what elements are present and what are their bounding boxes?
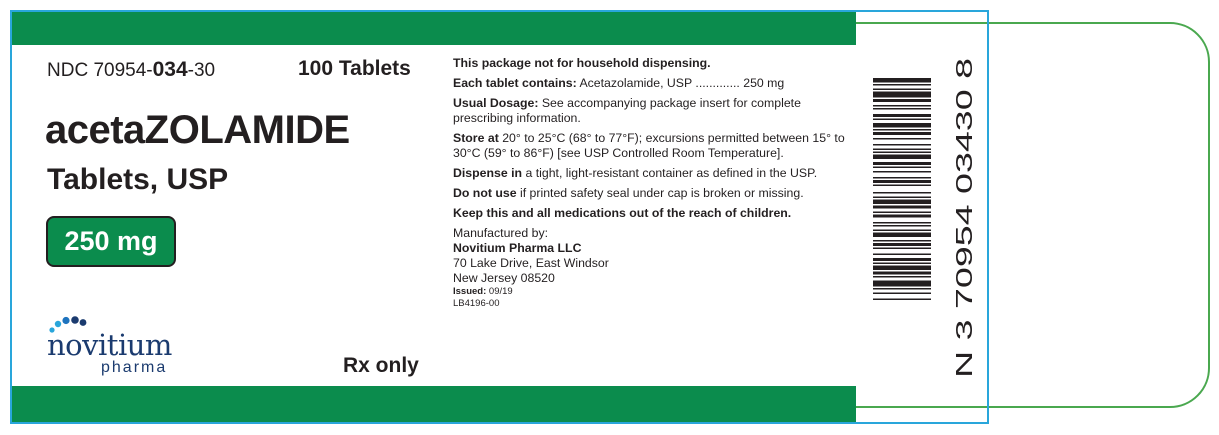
top-green-band [12, 12, 856, 45]
barcode-bar [873, 243, 931, 246]
barcode-bar [873, 177, 931, 179]
dispense-label: Dispense in [453, 166, 523, 180]
store-value: 20° to 25°C (68° to 77°F); excursions permitted between 15° to 30°C (59° to 86°F) [see USP Controlled Room Temperature]. [453, 131, 845, 160]
barcode-bar [873, 155, 931, 160]
rx-only: Rx only [343, 354, 419, 377]
barcode-bar [873, 254, 931, 256]
barcode-bar [873, 197, 931, 199]
barcode-bar [873, 185, 931, 187]
barcode-bar [873, 263, 931, 265]
barcode-bar [873, 180, 931, 183]
barcode-bar [873, 288, 931, 290]
barcode-bar [873, 108, 931, 110]
barcode-bar [873, 215, 931, 218]
donot-label: Do not use [453, 186, 517, 200]
barcode-bar [873, 92, 931, 98]
tablet-count: 100 Tablets [298, 57, 411, 80]
barcode-bar [873, 200, 931, 205]
barcode-bar [873, 233, 931, 238]
issued-label: Issued: [453, 286, 487, 297]
drug-name: acetaZOLAMIDE [45, 108, 350, 152]
barcode-bar [873, 281, 931, 287]
manufacturer-block [453, 226, 853, 310]
donot-value: if printed safety seal under cap is broken or missing. [519, 186, 804, 200]
barcode-bar [873, 84, 931, 86]
barcode-bar [873, 248, 931, 250]
bottom-green-band [12, 386, 856, 422]
manufactured-by: Manufactured by: [453, 226, 549, 240]
barcode-bar [873, 149, 931, 151]
barcode-bar [873, 230, 931, 232]
dosage-label: Usual Dosage: [453, 96, 539, 110]
barcode-bar [873, 78, 931, 83]
barcode-bar [873, 144, 931, 146]
logo-wordmark: novitium [47, 328, 172, 362]
barcode-bar [873, 276, 931, 278]
manufacturer-name: Novitium Pharma LLC [453, 241, 582, 255]
barcode-bar [873, 225, 931, 227]
barcode-bar [873, 266, 931, 271]
barcode-bar [873, 299, 931, 301]
barcode-bar [873, 272, 931, 275]
upc-digits [950, 40, 980, 385]
dosage-form: Tablets, USP [47, 163, 229, 196]
barcode-bar [873, 293, 931, 295]
ndc-number: NDC 70954-034-30 [47, 58, 216, 81]
barcode-bar [873, 212, 931, 214]
barcode-bar [873, 222, 931, 224]
barcode-bar [873, 258, 931, 261]
upc-digits-text: N 3 70954 03430 8 [951, 182, 977, 378]
barcode-bar [873, 152, 931, 154]
dosage-value: See accompanying package insert for complete prescribing information. [453, 96, 801, 125]
dispense-value: a tight, light-resistant container as defined in the USP. [525, 166, 818, 180]
issued-date: 09/19 [488, 286, 513, 297]
barcode-bar [873, 123, 931, 128]
not-household-text: This package not for household dispensing. [453, 56, 711, 70]
barcode-bar [873, 206, 931, 209]
each-tablet-value: Acetazolamide, USP ............. 250 mg [579, 76, 785, 90]
barcode-bar [873, 129, 931, 131]
each-tablet-label: Each tablet contains: [453, 76, 577, 90]
manufacturer-address-2: New Jersey 08520 [453, 271, 555, 285]
barcode-bar [873, 132, 931, 135]
strength-badge: 250 mg [46, 216, 176, 267]
upc-barcode [873, 78, 931, 352]
barcode-bar [873, 240, 931, 242]
manufacturer-address-1: 70 Lake Drive, East Windsor [453, 256, 609, 270]
logo-subtext: pharma [101, 359, 168, 376]
barcode-bar [873, 192, 931, 194]
label-code: LB4196-00 [453, 298, 500, 309]
barcode-bar [873, 171, 931, 173]
store-label: Store at [453, 131, 499, 145]
barcode-bar [873, 99, 931, 102]
barcode-bar [873, 162, 931, 165]
barcode-bar [873, 119, 931, 121]
keep-away-text: Keep this and all medications out of the reach of children. [453, 206, 792, 220]
barcode-bar [873, 89, 931, 91]
barcode-bar [873, 138, 931, 140]
barcode-bar [873, 114, 931, 117]
barcode-bar [873, 167, 931, 169]
barcode-bar [873, 105, 931, 107]
label-info-panel [453, 56, 853, 310]
